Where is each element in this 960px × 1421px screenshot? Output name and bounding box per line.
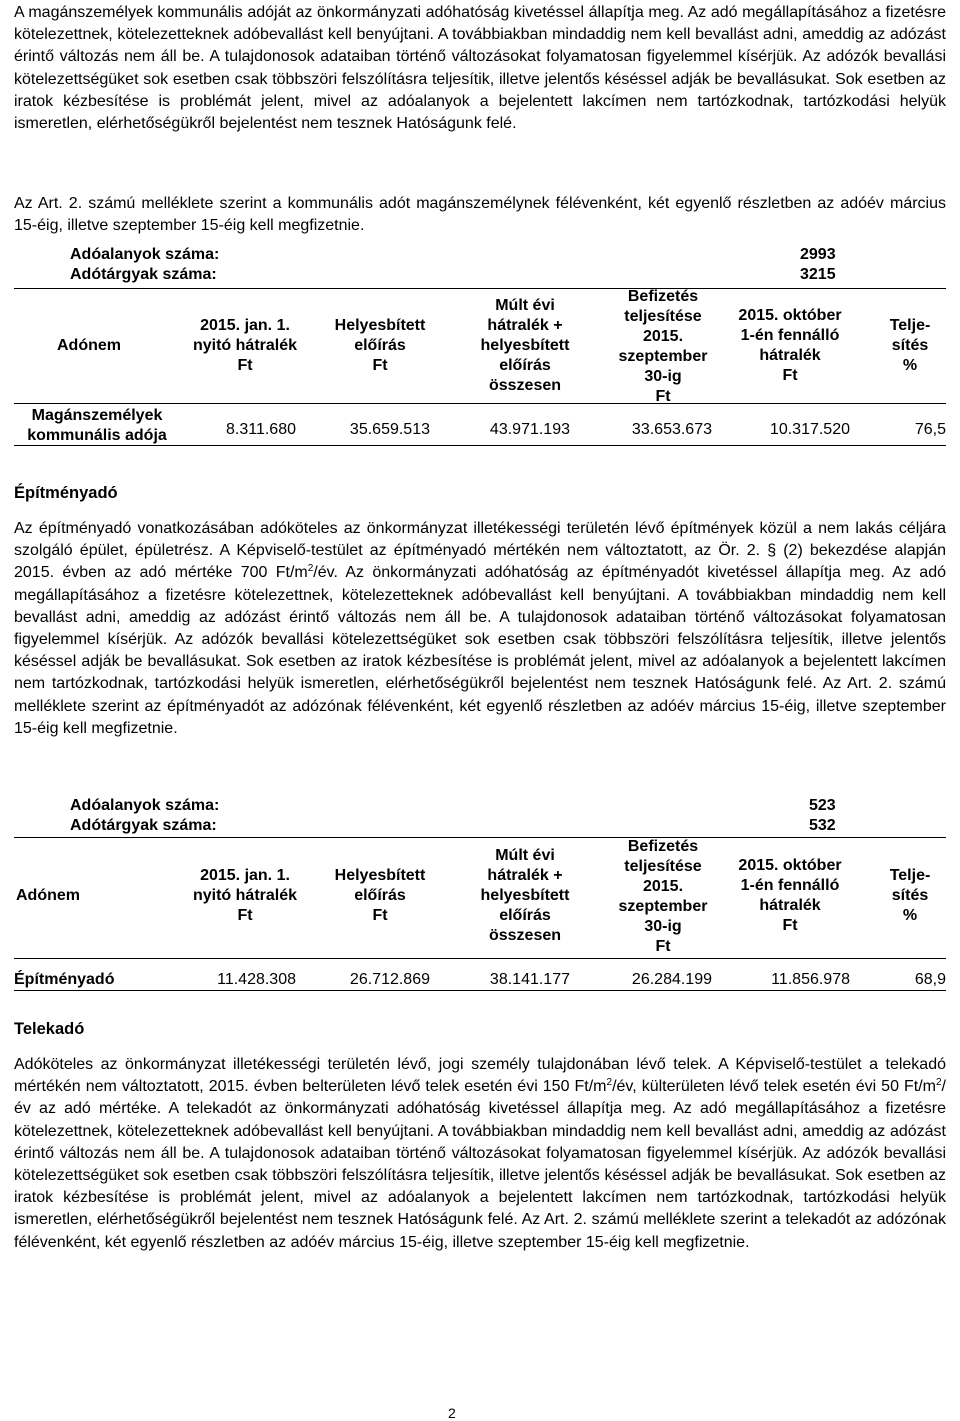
row-oktober: 10.317.520	[769, 421, 850, 438]
row2-oktober: 11.856.978	[771, 971, 850, 988]
row2-eloiras: 26.712.869	[349, 971, 430, 988]
row2-nyito: 11.428.308	[217, 971, 296, 988]
row-befizetes: 33.653.673	[631, 421, 712, 438]
header2-adonem: Adónem	[16, 887, 80, 904]
telekado-text-1: Adóköteles az önkormányzat illetékességi területén lévő, jogi személy tulajdonában lévő telek. A Képviselő-testület a telekadó mértékén nem változtatott, 2015. évben belterületen lévő telek esetén évi 150 Ft/m	[14, 1056, 946, 1096]
adoalanyok-value-2: 523	[809, 797, 836, 814]
adotargyak-label: Adótárgyak száma:	[70, 266, 217, 283]
header-nyito-hatralek: 2015. jan. 1. nyitó hátralék Ft	[192, 317, 298, 374]
header2-helyesbitett-eloiras: Helyesbített előírás Ft	[334, 867, 426, 924]
header2-nyito-hatralek: 2015. jan. 1. nyitó hátralék Ft	[192, 867, 298, 924]
row2-teljesites: 68,9	[914, 971, 946, 988]
row2-name: Építményadó	[14, 971, 115, 988]
telekado-sup-1: 2	[606, 1077, 613, 1089]
telekado-paragraph	[14, 1054, 946, 1254]
header-befizetes: Befizetés teljesítése 2015. szeptember 30-ig Ft	[618, 288, 708, 405]
section-title-epitmenyado: Építményadó	[14, 484, 118, 502]
adotargyak-value: 3215	[800, 266, 836, 283]
row-eloiras: 35.659.513	[349, 421, 430, 438]
header-teljesites: Telje- sítés %	[889, 317, 931, 374]
section-title-telekado: Telekadó	[14, 1020, 85, 1038]
adoalanyok-value: 2993	[800, 246, 836, 263]
header2-befizetes: Befizetés teljesítése 2015. szeptember 30-ig Ft	[618, 838, 708, 955]
header2-mult-evi-hatralek: Múlt évi hátralék + helyesbített előírás összesen	[480, 847, 570, 944]
telekado-sup-2: 2	[935, 1077, 942, 1089]
adotargyak-value-2: 532	[809, 817, 836, 834]
row-name: Magánszemélyek kommunális adója	[27, 407, 167, 444]
table-top-rule	[14, 288, 946, 289]
page-number: 2	[448, 1405, 456, 1421]
header-oktober-hatralek: 2015. október 1-én fennálló hátralék Ft	[738, 307, 842, 384]
table2-bottom-rule	[14, 990, 946, 991]
row-nyito: 8.311.680	[226, 421, 296, 438]
telekado-text-3: /év az adó mértéke. A telekadót az önkormányzati adóhatóság kivetéssel állapítja meg. Az adó megállapításához a fizetésre kötelezettnek, kötelezetteknek adóbevallást kell benyújtani. A továbbiakban mindaddig nem kell bevallást adni, ameddig az adózást érintő változás nem áll be. A tulajdonosok adataiban történő változásokat folyamatosan figyelemmel kísérjük. Az adózók bevallási kötelezettségüket sok esetben csak többszöri felszólításra teljesítik, illetve jelentős késéssel adják be bevallásukat. Sok esetben az iratok kézbesítése is problémát jelent, mivel az adóalanyok a bejelentett lakcímen nem tartózkodnak, tartózkodási helyük ismeretlen, elérhetőségükről bejelentést nem tesznek Hatóságunk felé. Az Art. 2. számú melléklete szerint a telekadót az adózónak félévenként, két egyenlő részletben az adóév március 15-éig, illetve szeptember 15-éig kell megfizetnie.	[14, 1078, 946, 1251]
header-helyesbitett-eloiras: Helyesbített előírás Ft	[334, 317, 426, 374]
header2-teljesites: Telje- sítés %	[889, 867, 931, 924]
adoalanyok-label: Adóalanyok száma:	[70, 246, 220, 263]
adoalanyok-label-2: Adóalanyok száma:	[70, 797, 220, 814]
row2-mult: 38.141.177	[489, 971, 570, 988]
header2-oktober-hatralek: 2015. október 1-én fennálló hátralék Ft	[738, 857, 842, 934]
table-mid-rule	[14, 403, 946, 404]
epitmenyado-text-1: Az építményadó vonatkozásában adóköteles az önkormányzat illetékességi területén lévő építmények közül a nem lakás céljára szolgáló épület, épületrész. A Képviselő-testület az építményadó mértékén nem változtatott, az Ör. 2. § (2) bekezdése alapján 2015. évben az adó mértéke 700 Ft/m	[14, 520, 946, 582]
intro-paragraph-1: A magánszemélyek kommunális adóját az önkormányzati adóhatóság kivetéssel állapítja meg. Az adó megállapításához a fizetésre kötelezettnek, kötelezetteknek adóbevallást kell benyújtani. A továbbiakban mindaddig nem kell bevallást adni, ameddig az adózást érintő változás nem áll be. A tulajdonosok adataiban történő változásokat folyamatosan figyelemmel kísérjük. Az adózók bevallási kötelezettségüket sok esetben csak többszöri felszólításra teljesítik, illetve jelentős késéssel adják be bevallásukat. Sok esetben az iratok kézbesítése is problémát jelent, mivel az adóalanyok a bejelentett lakcímen nem tartózkodnak, tartózkodási helyük ismeretlen, elérhetőségükről bejelentést nem tesznek Hatóságunk felé.	[14, 4, 946, 133]
row-teljesites: 76,5	[914, 421, 946, 438]
table-bottom-rule	[14, 445, 946, 446]
header-adonem: Adónem	[57, 337, 121, 354]
header-mult-evi-hatralek: Múlt évi hátralék + helyesbített előírás összesen	[480, 297, 570, 394]
epitmenyado-text-2: /év. Az önkormányzati adóhatóság az építményadót kivetéssel állapítja meg. Az adó megállapításához a fizetésre kötelezettnek, kötelezetteknek adóbevallást kell benyújtani. A továbbiakban mindaddig nem kell bevallást adni, ameddig az adózást érintő változás nem áll be. A tulajdonosok adataiban történő változásokat folyamatosan figyelemmel kísérjük. Az adózók bevallási kötelezettségüket sok esetben csak többszöri felszólításra teljesítik, illetve jelentős késéssel adják be bevallásukat. Sok esetben az iratok kézbesítése is problémát jelent, mivel az adóalanyok a bejelentett lakcímen nem tartózkodnak, tartózkodási helyük ismeretlen, elérhetőségükről bejelentést nem tesznek Hatóságunk felé. Az Art. 2. számú melléklete szerint az építményadót az adózónak félévenként, két egyenlő részletben az adóév március 15-éig, illetve szeptember 15-éig kell megfizetnie.	[14, 564, 946, 737]
adotargyak-label-2: Adótárgyak száma:	[70, 817, 217, 834]
epitmenyado-paragraph	[14, 518, 946, 740]
table2-top-rule	[14, 837, 946, 838]
table2-mid-rule	[14, 958, 946, 959]
row-mult: 43.971.193	[489, 421, 570, 438]
telekado-text-2: /év, külterületen lévő telek esetén évi 50 Ft/m	[612, 1078, 936, 1096]
intro-paragraph-2: Az Art. 2. számú melléklete szerint a kommunális adót magánszemélynek félévenként, két egyenlő részletben az adóév március 15-éig, illetve szeptember 15-éig kell megfizetnie.	[14, 195, 946, 235]
row2-befizetes: 26.284.199	[631, 971, 712, 988]
epitmenyado-sup: 2	[307, 563, 314, 575]
